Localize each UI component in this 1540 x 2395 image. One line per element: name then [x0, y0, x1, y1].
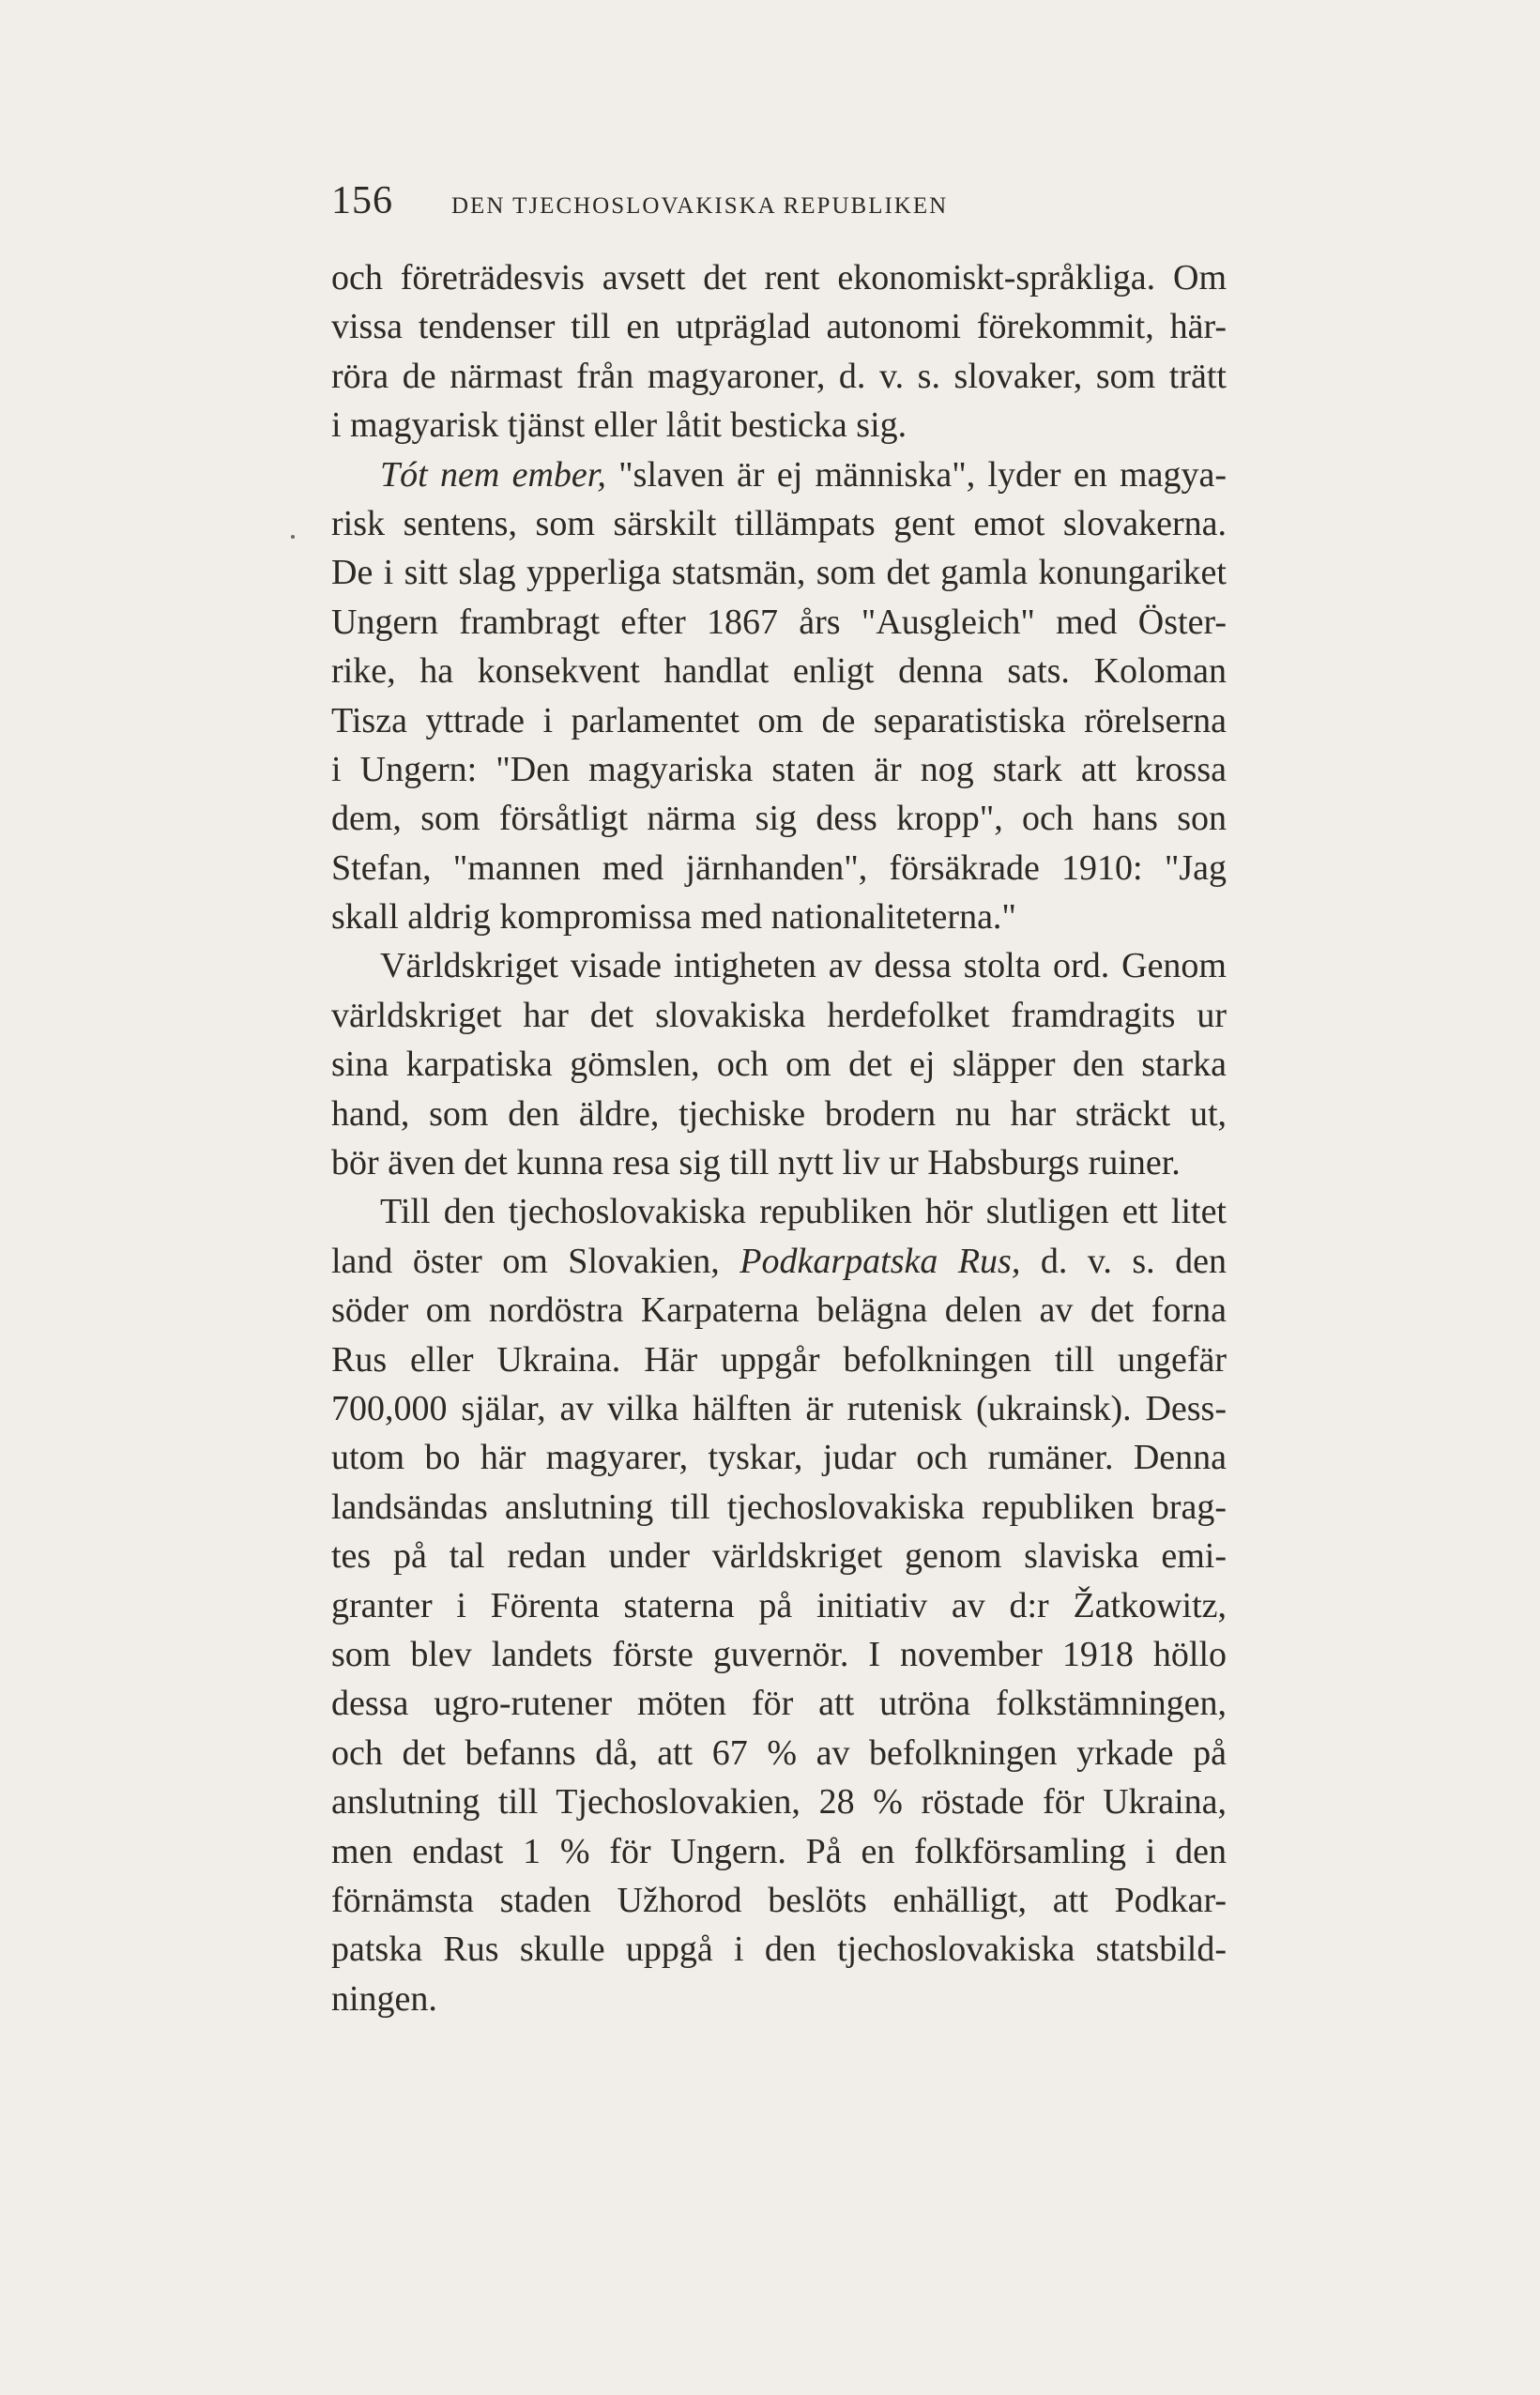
- text-line: men endast 1 % för Ungern. På en folkförsamling i den: [331, 1831, 1227, 1871]
- text-line: söder om nordöstra Karpaterna belägna delen av det forna: [331, 1290, 1227, 1331]
- text-line: Världskriget visade intigheten av dessa stolta ord. Genom: [380, 946, 1227, 986]
- text-line: granter i Förenta staterna på initiativ av d:r Žatkowitz,: [331, 1585, 1227, 1625]
- body-text: [331, 253, 1227, 2023]
- text-line: som blev landets förste guvernör. I november 1918 höllo: [331, 1634, 1227, 1674]
- text-line: Rus eller Ukraina. Här uppgår befolkningen till ungefär: [331, 1339, 1227, 1380]
- text-line: tes på tal redan under världskriget genom slaviska emi-: [331, 1536, 1227, 1577]
- text-line: Tisza yttrade i parlamentet om de separatistiska rörelserna: [331, 700, 1227, 740]
- text-line: De i sitt slag ypperliga statsmän, som det gamla konungariket: [331, 553, 1227, 593]
- text-line: skall aldrig kompromissa med nationaliteterna.": [331, 897, 1016, 938]
- page-number: 156: [331, 179, 393, 222]
- text-line: dessa ugro-rutener möten för att utröna folkstämningen,: [331, 1684, 1227, 1724]
- text-line: sina karpatiska gömslen, och om det ej släpper den starka: [331, 1045, 1227, 1085]
- text-line: i magyarisk tjänst eller låtit besticka sig.: [331, 405, 907, 446]
- text-line: i Ungern: "Den magyariska staten är nog stark att krossa: [331, 749, 1227, 789]
- text-line: vissa tendenser till en utpräglad autonomi förekommit, här-: [331, 307, 1227, 347]
- text-line: förnämsta staden Užhorod beslöts enhälligt, att Podkar-: [331, 1880, 1227, 1920]
- text-line: och det befanns då, att 67 % av befolkningen yrkade på: [331, 1732, 1227, 1773]
- text-line: 700,000 själar, av vilka hälften är rutenisk (ukrainsk). Dess-: [331, 1388, 1227, 1428]
- text-line: risk sentens, som särskilt tillämpats gent emot slovakerna.: [331, 503, 1227, 543]
- text-line: och företrädesvis avsett det rent ekonomiskt-språkliga. Om: [331, 258, 1227, 297]
- text-line: landsändas anslutning till tjechoslovakiska republiken brag-: [331, 1487, 1227, 1527]
- text-line: anslutning till Tjechoslovakien, 28 % röstade för Ukraina,: [331, 1782, 1227, 1823]
- text-line: utom bo här magyarer, tyskar, judar och rumäner. Denna: [331, 1438, 1227, 1478]
- text-line: Stefan, "mannen med järnhanden", försäkrade 1910: "Jag: [331, 847, 1227, 888]
- text-line: land öster om Slovakien, Podkarpatska Rus, d. v. s. den: [331, 1241, 1227, 1281]
- text-line: bör även det kunna resa sig till nytt liv ur Habsburgs ruiner.: [331, 1143, 1181, 1183]
- italic-phrase: Tót nem ember,: [380, 454, 606, 495]
- text-line: världskriget har det slovakiska herdefolket framdragits ur: [331, 995, 1227, 1035]
- text-line: Till den tjechoslovakiska republiken hör slutligen ett litet: [380, 1192, 1227, 1232]
- text-line: Tót nem ember, "slaven är ej människa", lyder en magya-: [380, 454, 1227, 495]
- text-line: ningen.: [331, 1978, 437, 2019]
- text-line: dem, som försåtligt närma sig dess kropp", och hans son: [331, 799, 1227, 839]
- text-line: rike, ha konsekvent handlat enligt denna sats. Koloman: [331, 651, 1227, 692]
- text-line: patska Rus skulle uppgå i den tjechoslovakiska statsbild-: [331, 1930, 1227, 1970]
- running-header: [331, 178, 1213, 227]
- italic-phrase: Podkarpatska Rus,: [740, 1241, 1021, 1281]
- text-line: hand, som den äldre, tjechiske brodern nu har sträckt ut,: [331, 1093, 1227, 1134]
- running-title: DEN TJECHOSLOVAKISKA REPUBLIKEN: [451, 193, 949, 219]
- text-line: Ungern frambragt efter 1867 års "Ausgleich" med Öster-: [331, 602, 1227, 642]
- margin-mark: [291, 535, 295, 539]
- text-line: röra de närmast från magyaroner, d. v. s. slovaker, som trätt: [331, 356, 1227, 396]
